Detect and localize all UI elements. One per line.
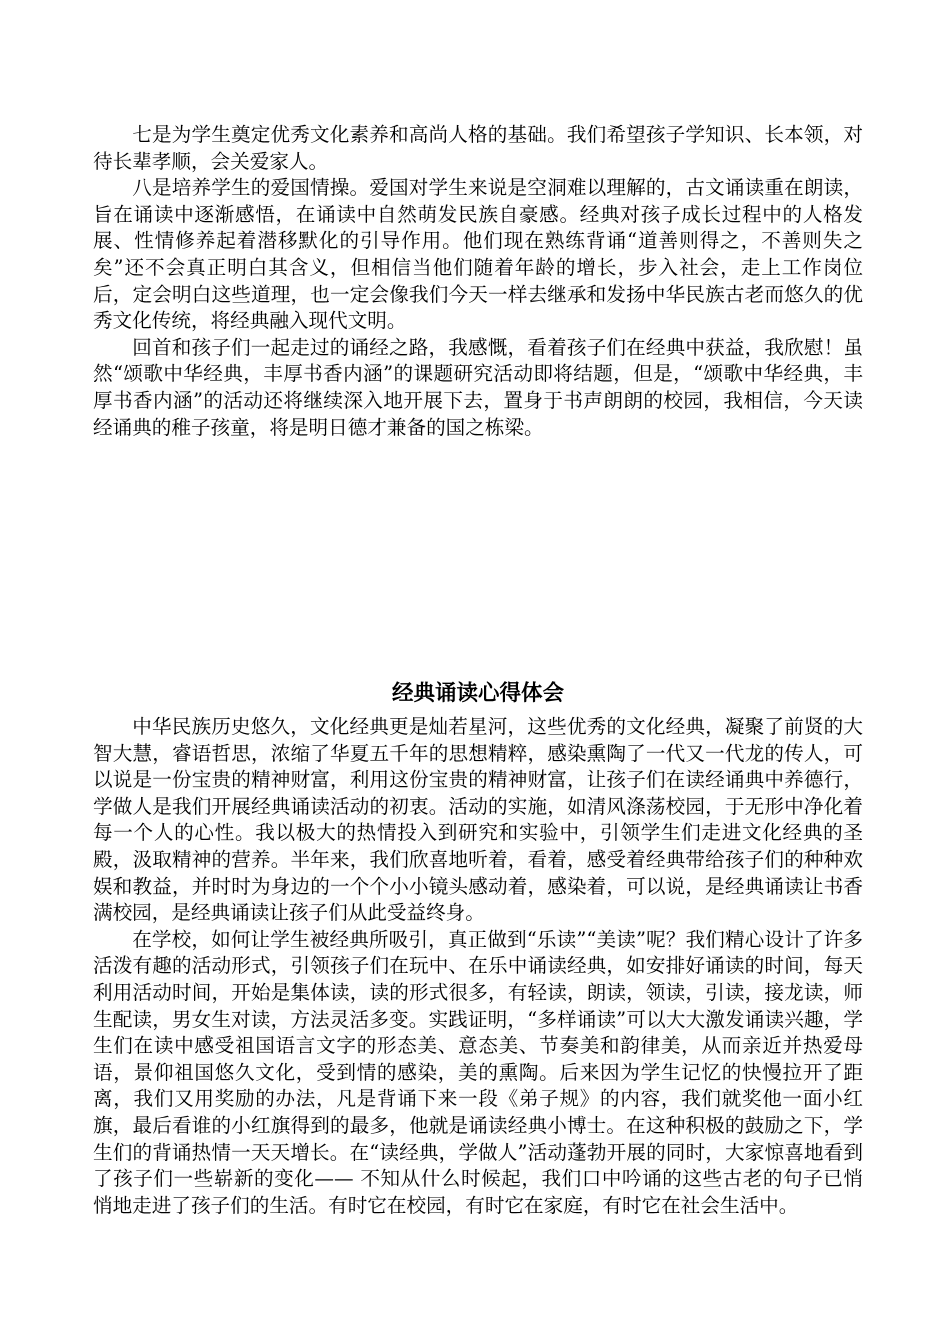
paragraph-seventh-point: 七是为学生奠定优秀文化素养和高尚人格的基础。我们希望孩子学知识、长本领，对待长辈孝顺，会关爱家人。 [93, 123, 863, 173]
previous-article-ending [93, 122, 863, 441]
paragraph-school-activities: 在学校，如何让学生被经典所吸引，真正做到“乐读”“美读”呢？我们精心设计了许多活泼有趣的活动形式，引领孩子们在玩中、在乐中诵读经典，如安排好诵读的时间，每天利用活动时间，开始是集体读，读的形式很多，有轻读，朗读，领读，引读，接龙读，师生配读，男女生对读，方法灵活多变。实践证明，“多样诵读”可以大大激发诵读兴趣，学生们在读中感受祖国语言文字的形态美、意态美、节奏美和韵律美，从而亲近并热爱母语，景仰祖国悠久文化，受到情的感染，美的熏陶。后来因为学生记忆的快慢拉开了距离，我们又用奖励的办法，凡是背诵下来一段《弟子规》的内容，我们就奖他一面小红旗，最后看谁的小红旗得到的最多，他就是诵读经典小博士。在这种积极的鼓励之下，学生们的背诵热情一天天增长。在“读经典，学做人”活动蓬勃开展的同时，大家惊喜地看到了孩子们一些崭新的变化—— 不知从什么时候起，我们口中吟诵的这些古老的句子已悄悄地走进了孩子们的生活。有时它在校园，有时它在家庭，有时它在社会生活中。 [93, 927, 863, 1217]
paragraph-eighth-point: 八是培养学生的爱国情操。爱国对学生来说是空洞难以理解的，古文诵读重在朗读，旨在诵读中逐渐感悟，在诵读中自然萌发民族自豪感。经典对孩子成长过程中的人格发展、性情修养起着潜移默化的引导作用。他们现在熟练背诵“道善则得之，不善则失之矣”还不会真正明白其含义，但相信当他们随着年龄的增长，步入社会，走上工作岗位后，定会明白这些道理，也一定会像我们今天一样去继承和发扬中华民族古老而悠久的优秀文化传统，将经典融入现代文明。 [93, 176, 863, 333]
article-title: 经典诵读心得体会 [391, 681, 564, 706]
paragraph-introduction: 中华民族历史悠久，文化经典更是灿若星河，这些优秀的文化经典，凝聚了前贤的大智大慧，睿语哲思，浓缩了华夏五千年的思想精粹，感染熏陶了一代又一代龙的传人，可以说是一份宝贵的精神财富，利用这份宝贵的精神财富，让孩子们在读经诵典中养德行，学做人是我们开展经典诵读活动的初衷。活动的实施，如清风涤荡校园，于无形中净化着每一个人的心性。我以极大的热情投入到研究和实验中，引领学生们走进文化经典的圣殿，汲取精神的营养。半年来，我们欣喜地听着，看着，感受着经典带给孩子们的种种欢娱和教益，并时时为身边的一个个小小镜头感动着，感染着，可以说，是经典诵读让书香满校园，是经典诵读让孩子们从此受益终身。 [93, 715, 863, 925]
paragraph-conclusion: 回首和孩子们一起走过的诵经之路，我感慨，看着孩子们在经典中获益，我欣慰！虽然“颂歌中华经典，丰厚书香内涵”的课题研究活动即将结题，但是，“颂歌中华经典，丰厚书香内涵”的活动还将继续深入地开展下去，置身于书声朗朗的校园，我相信，今天读经诵典的稚子孩童，将是明日德才兼备的国之栋梁。 [93, 335, 863, 439]
article-classic-reading [93, 680, 863, 1219]
